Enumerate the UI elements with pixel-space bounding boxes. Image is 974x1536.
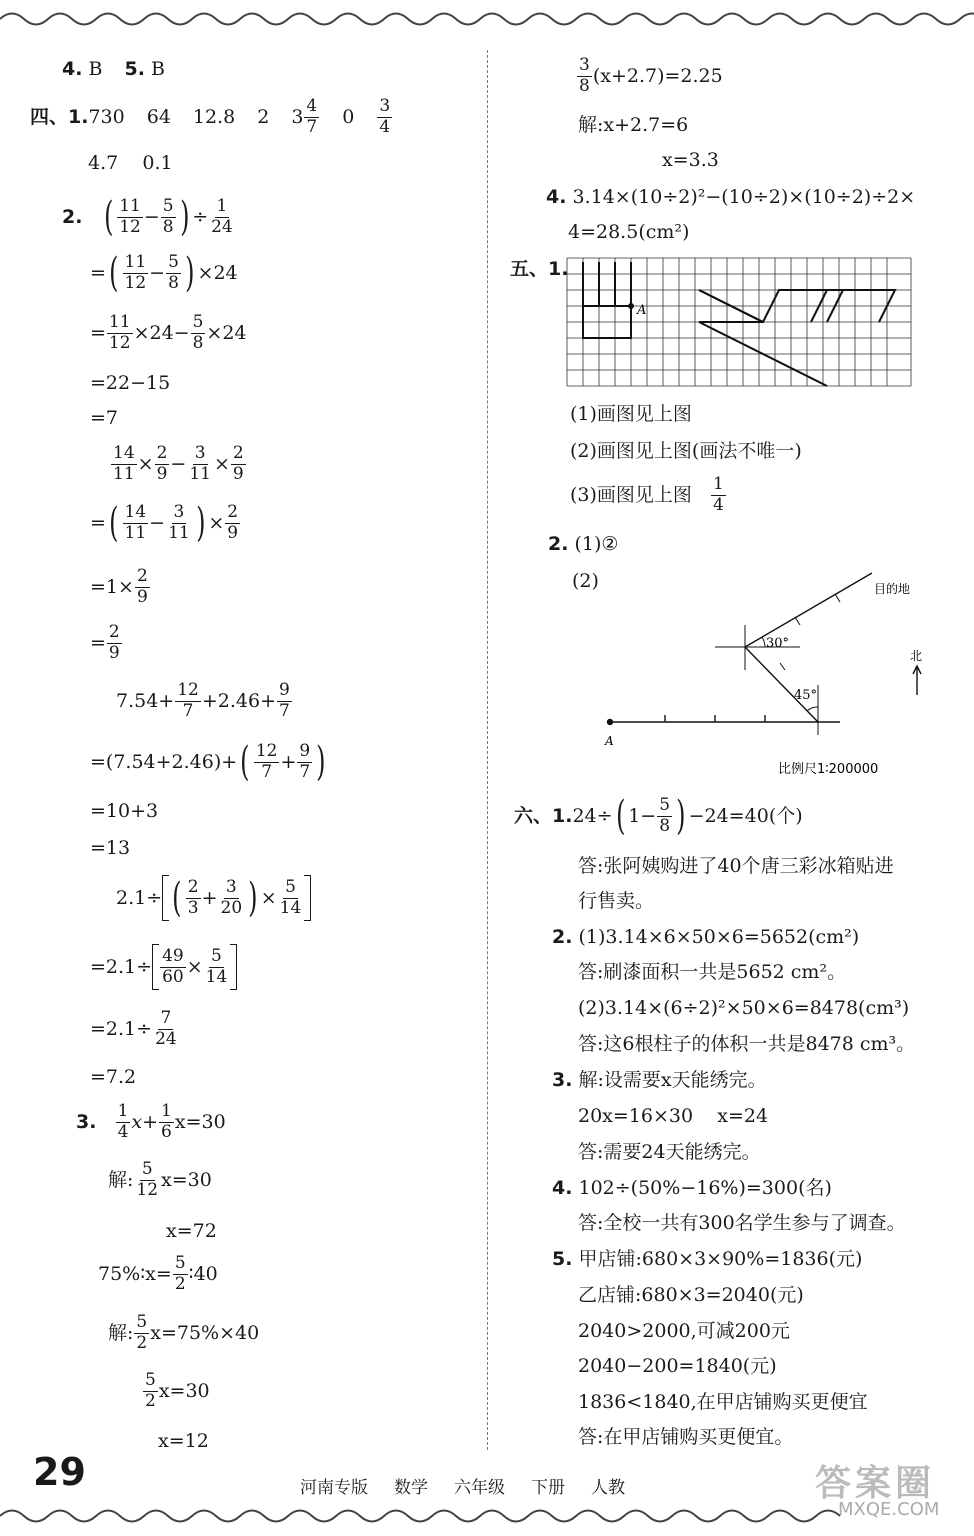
q3-eq-e3: x=72: [166, 1220, 217, 1242]
value: 730: [88, 105, 125, 128]
numerator: 2: [108, 622, 120, 642]
denominator: 7: [299, 761, 311, 782]
numerator: 2: [232, 443, 244, 463]
expr-text: (1)3.14×6×50×6=5652(cm²): [578, 926, 860, 948]
page-number: 29: [33, 1450, 86, 1494]
section-marker: 六、: [514, 804, 553, 827]
expr-text: 甲店铺:680×3×90%=1836(元): [578, 1248, 863, 1270]
denominator: 8: [162, 216, 174, 237]
expr-text: ×24: [206, 321, 247, 344]
r-q4-line1: [546, 188, 915, 207]
denominator: 7: [261, 761, 273, 782]
denominator: 8: [579, 75, 590, 96]
whole: 3: [291, 105, 304, 128]
q2-expr-a2: = ( $\frac{11}{12}$ − $\frac{5}{8}$ ) ×24: [90, 250, 238, 297]
expr-text: =: [90, 631, 106, 654]
expr-text: 解:设需要x天能绣完。: [578, 1069, 767, 1091]
start-point-label: A: [605, 734, 614, 748]
q-number: 4.: [552, 1177, 573, 1199]
expr-text: 75%∶x=: [98, 1262, 172, 1285]
footer-item: 六年级: [454, 1478, 505, 1498]
watermark-logo: [800, 1455, 970, 1525]
expr-text: 1−: [628, 804, 657, 827]
expr-text: =1×: [90, 575, 134, 598]
route-map: [600, 565, 940, 780]
denominator: 12: [136, 1179, 159, 1200]
s6-q3-line: [552, 1071, 767, 1090]
q2-expr-b1: [110, 444, 247, 484]
denominator: 2: [174, 1273, 186, 1294]
operator: ×: [260, 886, 277, 909]
q-number: 1.: [548, 258, 569, 280]
s5-q2-a: [548, 535, 618, 554]
numerator: 5: [168, 252, 179, 272]
operator: ÷: [192, 205, 209, 228]
operator: ×: [137, 452, 154, 475]
q-number: 2.: [552, 926, 573, 948]
q-number: 2.: [548, 533, 569, 555]
section-4-q1: [30, 97, 393, 137]
value: 2: [257, 105, 270, 128]
numerator: 9: [299, 741, 311, 761]
denominator: 11: [189, 463, 211, 484]
q3-eq-f3: [142, 1371, 210, 1411]
denominator: 9: [136, 586, 148, 607]
q-number: 4.: [62, 58, 83, 80]
operator: =: [90, 321, 106, 344]
q-number: 2.: [62, 205, 83, 228]
numerator: 12: [255, 741, 278, 761]
q-number: 5.: [124, 58, 145, 80]
watermark-url: MXQE.COM: [838, 1499, 940, 1520]
grid-drawing: [565, 256, 913, 388]
numerator: 2: [156, 443, 168, 463]
r-eq-2: 解:x+2.7=6: [578, 114, 689, 136]
denominator: 8: [168, 272, 179, 293]
denominator: 9: [227, 522, 239, 543]
denominator: 4: [117, 1121, 129, 1142]
destination-label: 目的地: [874, 582, 911, 596]
q3-eq-f2: [108, 1313, 259, 1353]
q-number: 3.: [552, 1069, 573, 1091]
footer-item: 下册: [531, 1478, 565, 1498]
value: 4.7 0.1: [88, 152, 173, 174]
scale-label: 比例尺1∶200000: [778, 762, 879, 777]
numerator: 11: [119, 196, 141, 216]
q-number: 5.: [552, 1248, 573, 1270]
denominator: 60: [162, 966, 184, 987]
s6-answer-line: 1836<1840,在甲店铺购买更便宜: [578, 1391, 868, 1413]
numerator: 5: [192, 312, 204, 332]
denominator: 14: [279, 897, 302, 918]
s6-answer-line: (2)3.14×(6÷2)²×50×6=8478(cm³): [578, 997, 910, 1019]
operator: ×: [208, 511, 225, 534]
numerator: 1: [161, 1101, 172, 1121]
angle-45-label: 45°: [794, 688, 818, 703]
q-number: 1.: [68, 105, 89, 128]
footer-info: [300, 1473, 625, 1498]
value: 0: [342, 105, 355, 128]
numerator: 9: [279, 680, 290, 700]
r-q4-line2: 4=28.5(cm²): [568, 221, 690, 243]
s6-q1-eq: 六、 1. 24÷ ( 1− $\frac{5}{8}$ ) −24=40(个): [514, 793, 803, 840]
numerator: 5: [174, 1253, 186, 1273]
operator: +: [201, 886, 218, 909]
s5-q2-b: (2): [572, 570, 599, 592]
r-eq-3: x=3.3: [662, 149, 719, 171]
s6-answer-line: 20x=16×30 x=24: [578, 1105, 769, 1127]
denominator: 7: [182, 700, 194, 721]
q2-expr-b4: [90, 623, 123, 663]
denominator: 8: [192, 332, 204, 353]
expr-text: 解:: [108, 1321, 134, 1344]
numerator: 14: [124, 502, 147, 522]
section-marker: 五、: [510, 258, 549, 280]
denominator: 4: [379, 116, 391, 137]
operator: −: [143, 205, 160, 228]
s6-answer-line: 乙店铺:680×3=2040(元): [578, 1284, 804, 1306]
denominator: 11: [168, 522, 190, 543]
s6-answer-line: 行售卖。: [578, 890, 655, 912]
expr-text: x=30: [174, 1110, 226, 1133]
numerator: 11: [108, 312, 131, 332]
column-divider: [487, 50, 488, 1450]
operator: =: [90, 261, 106, 284]
denominator: 20: [220, 897, 243, 918]
footer-item: 人教: [591, 1478, 625, 1498]
denominator: 11: [124, 522, 147, 543]
value: 12.8: [192, 105, 236, 128]
denominator: 12: [124, 272, 147, 293]
denominator: 8: [659, 815, 671, 836]
expr-text: 102÷(50%−16%)=300(名): [578, 1177, 832, 1199]
numerator: 5: [162, 196, 174, 216]
s5-answer-1: (1)画图见上图: [570, 403, 692, 425]
numerator: 3: [225, 876, 237, 897]
numerator: 3: [194, 443, 206, 463]
q2-expr-b2: = ( $\frac{14}{11}$ − $\frac{3}{11}$ ) × $\frac{2}{9}$: [90, 500, 239, 547]
numerator: 1: [216, 196, 228, 216]
operator: −: [170, 452, 187, 475]
mixed-number: [291, 97, 320, 137]
section-marker: 四、: [30, 105, 69, 128]
numerator: 1: [713, 474, 724, 494]
numerator: 5: [145, 1370, 156, 1390]
operator: +: [280, 750, 297, 773]
q2-expr-a3: [90, 313, 247, 353]
s6-q4-line: [552, 1179, 832, 1198]
expr-text: x=30: [158, 1379, 210, 1402]
denominator: 12: [119, 216, 141, 237]
denominator: 14: [205, 966, 228, 987]
denominator: 24: [211, 216, 233, 237]
s6-answer-line: 答:全校一共有300名学生参与了调查。: [578, 1212, 906, 1234]
numerator: 49: [162, 945, 184, 966]
q2-expr-a5: =7: [90, 407, 119, 429]
expr-text: (x+2.7)=2.25: [592, 64, 723, 87]
denominator: 7: [306, 116, 318, 137]
q2-expr-c4: =13: [90, 837, 131, 859]
answer-line-4-5: [62, 60, 165, 79]
numerator: 2: [227, 502, 239, 522]
top-wavy-border: [0, 8, 974, 30]
q2-expr-a1: 2. ( $\frac{11}{12}$ − $\frac{5}{8}$ ) ÷ $\frac{1}{24}$: [62, 194, 233, 241]
denominator: 9: [156, 463, 168, 484]
expr-text: (3)画图见上图: [570, 483, 692, 506]
denominator: 3: [187, 897, 199, 918]
numerator: 5: [136, 1312, 148, 1332]
q3-eq-e1: [76, 1102, 226, 1142]
numerator: 5: [285, 876, 296, 897]
s6-q2-line: [552, 928, 859, 947]
operator: ×: [213, 452, 230, 475]
q2-expr-c2: =(7.54+2.46)+ ( $\frac{12}{7}$ + $\frac{9}{7}$ ): [90, 739, 326, 786]
numerator: 3: [379, 96, 391, 116]
expr-text: +2.46+: [201, 689, 277, 712]
numerator: 12: [177, 680, 199, 700]
numerator: 7: [160, 1008, 172, 1028]
numerator: 5: [659, 795, 671, 815]
value: 64: [146, 105, 171, 128]
s6-answer-line: 2040−200=1840(元): [578, 1355, 777, 1377]
q2-expr-c3: =10+3: [90, 800, 159, 822]
operator: =: [90, 511, 106, 534]
s5-answer-3: [570, 475, 727, 515]
denominator: 9: [232, 463, 244, 484]
denominator: 4: [713, 494, 724, 515]
answer: B: [150, 58, 165, 80]
numerator: 2: [136, 566, 148, 586]
watermark-text: 答案圈: [815, 1463, 936, 1504]
q3-eq-f1: [98, 1254, 218, 1294]
numerator: 11: [124, 252, 147, 272]
q2-expr-c1: [116, 681, 293, 721]
r-eq-1: [576, 56, 723, 96]
angle-30-label: 30°: [766, 636, 790, 651]
numerator: 5: [211, 945, 222, 966]
numerator: 2: [187, 876, 199, 897]
denominator: 7: [279, 700, 290, 721]
denominator: 2: [145, 1390, 156, 1411]
expr-text: ∶40: [188, 1262, 218, 1285]
expr-text: 解:: [108, 1168, 134, 1191]
q2-expr-d1: 2.1÷ ( $\frac{2}{3}$ + $\frac{3}{20}$ ) × $\frac{5}{14}$: [116, 875, 311, 921]
operator: ×: [186, 955, 203, 978]
s6-answer-line: 答:这6根柱子的体积一共是8478 cm³。: [578, 1033, 916, 1055]
q2-expr-d2: [90, 944, 237, 990]
q-number: 3.: [76, 1110, 97, 1133]
denominator: 9: [108, 642, 120, 663]
s6-q5-line: [552, 1250, 862, 1269]
numerator: 14: [113, 443, 135, 463]
s6-answer-line: 答:在甲店铺购买更便宜。: [578, 1426, 794, 1448]
q-number: 1.: [552, 804, 573, 827]
expr-text: 7.54+: [116, 689, 175, 712]
section-5-marker: [510, 260, 568, 279]
q2-expr-d4: =7.2: [90, 1066, 137, 1088]
expr-text: x+: [131, 1110, 159, 1133]
expr-text: (1)②: [574, 533, 619, 555]
fraction: [377, 97, 392, 137]
expr-text: =2.1÷: [90, 1017, 153, 1040]
answer: B: [88, 58, 103, 80]
footer-item: 河南专版: [300, 1478, 368, 1498]
q3-eq-e2: [108, 1160, 212, 1200]
denominator: 6: [161, 1121, 172, 1142]
q2-expr-a4: =22−15: [90, 372, 171, 394]
denominator: 24: [155, 1028, 177, 1049]
operator: −: [149, 511, 166, 534]
q3-eq-f4: x=12: [158, 1430, 209, 1452]
numerator: 1: [117, 1101, 129, 1121]
expr-text: −24=40(个): [688, 804, 803, 827]
s6-answer-line: 答:张阿姨购进了40个唐三彩冰箱贴进: [578, 855, 894, 877]
s6-answer-line: 2040>2000,可减200元: [578, 1320, 790, 1342]
s5-answer-2: (2)画图见上图(画法不唯一): [570, 440, 802, 462]
expr-text: ×24: [197, 261, 238, 284]
q2-expr-d3: [90, 1009, 180, 1049]
numerator: 5: [141, 1159, 153, 1179]
s6-answer-line: 答:需要24天能绣完。: [578, 1141, 761, 1163]
expr-text: ×24−: [133, 321, 190, 344]
expr-text: 24÷: [572, 804, 613, 827]
numerator: 4: [306, 96, 318, 116]
denominator: 12: [108, 332, 131, 353]
north-label: 北: [910, 649, 923, 663]
numerator: 3: [173, 502, 185, 522]
expr-text: 2.1÷: [116, 886, 163, 909]
denominator: 2: [136, 1332, 148, 1353]
expr-text: x=30: [161, 1168, 212, 1191]
numerator: 3: [579, 55, 590, 75]
footer-item: 数学: [394, 1478, 428, 1498]
denominator: 11: [113, 463, 135, 484]
grid-point-label: A: [637, 303, 647, 318]
s6-answer-line: 答:刷漆面积一共是5652 cm²。: [578, 961, 847, 983]
section-4-q1-cont: [88, 154, 173, 173]
expr-text: x=75%×40: [150, 1321, 260, 1344]
expr-text: =(7.54+2.46)+: [90, 750, 238, 773]
expr-text: =2.1÷: [90, 955, 153, 978]
expr-text: 3.14×(10÷2)²−(10÷2)×(10÷2)÷2×: [572, 186, 916, 208]
q2-expr-b3: [90, 567, 151, 607]
q-number: 4.: [546, 186, 567, 208]
